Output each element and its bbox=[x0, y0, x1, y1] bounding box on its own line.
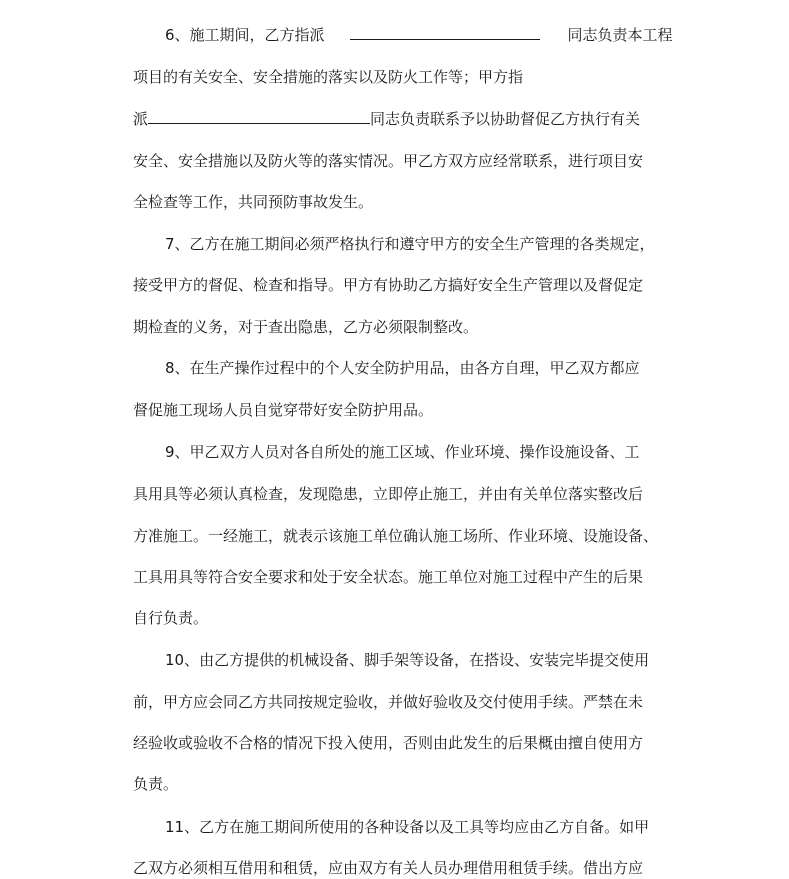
para9-line4: 工具用具等符合安全要求和处于安全状态。施工单位对施工过程中产生的后果 bbox=[133, 568, 644, 586]
assignee-blank-contractor bbox=[350, 25, 540, 40]
assignee-blank-client bbox=[148, 109, 370, 124]
para11-line1: 11、乙方在施工期间所使用的各种设备以及工具等均应由乙方自备。如甲 bbox=[165, 818, 650, 836]
para9-line3: 方准施工。一经施工，就表示该施工单位确认施工场所、作业环境、设施设备、 bbox=[133, 527, 659, 545]
para8-line1: 8、在生产操作过程中的个人安全防护用品，由各方自理，甲乙双方都应 bbox=[165, 359, 640, 377]
para9-line1: 9、甲乙双方人员对各自所处的施工区域、作业环境、操作设施设备、工 bbox=[165, 443, 640, 461]
para10-line2: 前，甲方应会同乙方共同按规定验收，并做好验收及交付使用手续。严禁在未 bbox=[133, 693, 644, 711]
para7-line1: 7、乙方在施工期间必须严格执行和遵守甲方的安全生产管理的各类规定， bbox=[165, 235, 655, 253]
para9-line5: 自行负责。 bbox=[133, 609, 209, 627]
para11-line2: 乙双方必须相互借用和租赁，应由双方有关人员办理借用租赁手续。借出方应 bbox=[133, 859, 644, 877]
para6-line1-start: 6、施工期间，乙方指派 bbox=[165, 26, 325, 44]
para10-line3: 经验收或验收不合格的情况下投入使用，否则由此发生的后果概由擅自使用方 bbox=[133, 734, 644, 752]
para10-line4: 负责。 bbox=[133, 775, 179, 793]
para7-line3: 期检查的义务，对于查出隐患，乙方必须限制整改。 bbox=[133, 318, 479, 336]
para6-line3 bbox=[133, 109, 640, 129]
para10-line1: 10、由乙方提供的机械设备、脚手架等设备，在搭设、安装完毕提交使用 bbox=[165, 651, 650, 669]
para6-line1 bbox=[165, 25, 673, 45]
para8-line2: 督促施工现场人员自觉穿带好安全防护用品。 bbox=[133, 401, 434, 419]
para7-line2: 接受甲方的督促、检查和指导。甲方有协助乙方搞好安全生产管理以及督促定 bbox=[133, 276, 644, 294]
para6-line1-end: 同志负责本工程 bbox=[567, 26, 673, 44]
para6-line3-start: 派 bbox=[133, 110, 149, 128]
para6-line2: 项目的有关安全、安全措施的落实以及防火工作等；甲方指 bbox=[133, 68, 524, 86]
para9-line2: 具用具等必须认真检查，发现隐患，立即停止施工，并由有关单位落实整改后 bbox=[133, 485, 644, 503]
para6-line3-end: 同志负责联系予以协助督促乙方执行有关 bbox=[370, 110, 641, 128]
para6-line4: 安全、安全措施以及防火等的落实情况。甲乙方双方应经常联系，进行项目安 bbox=[133, 152, 644, 170]
para6-line5: 全检查等工作，共同预防事故发生。 bbox=[133, 193, 374, 211]
